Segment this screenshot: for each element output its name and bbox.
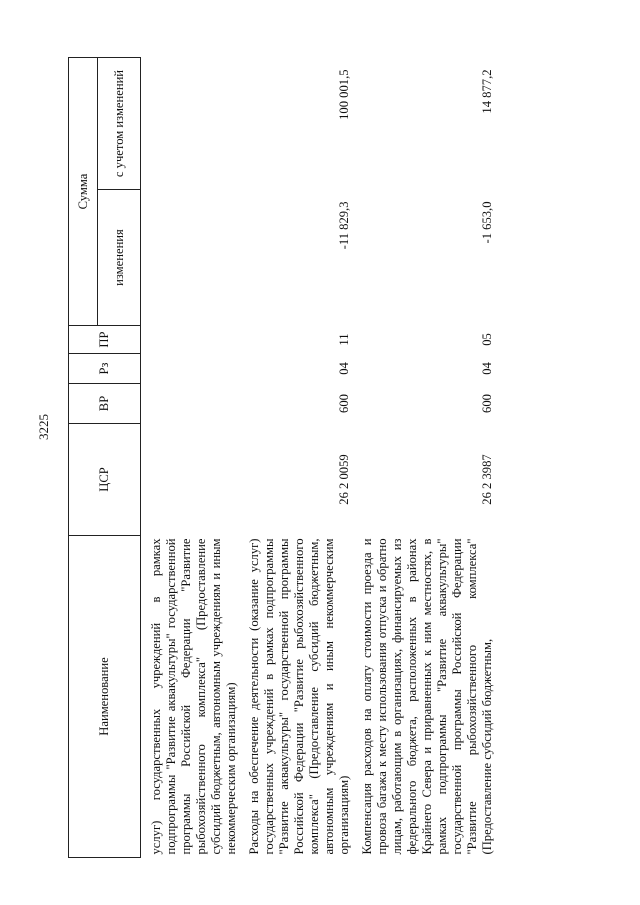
header-total: с учетом изменений (98, 57, 141, 189)
table-row (239, 57, 352, 857)
row-csr (141, 424, 240, 536)
row-pr (141, 326, 240, 354)
row-pr: 05 (480, 333, 494, 346)
row-name: услуг) государственных учреждений в рамках подпрограммы "Развитие аквакультуры" государственной программы Российской Федерации "Развитие рыбохозяйственного комплекса" (Предоставление субсидий бюджетным, автономным учреждениям и иным некоммерческим организациям) (149, 538, 238, 855)
header-change: изменения (98, 190, 141, 326)
page-number: 3225 (36, 414, 51, 440)
header-name: Наименование (69, 536, 141, 858)
header-vr: ВР (69, 384, 141, 424)
header-sum: Сумма (69, 57, 98, 325)
table-row (141, 57, 240, 857)
row-total: 100 001,5 (337, 69, 351, 120)
row-vr: 600 (337, 394, 351, 413)
row-rz: 04 (480, 362, 494, 375)
row-vr (141, 384, 240, 424)
row-csr: 26 2 3987 (480, 454, 494, 505)
row-rz (141, 354, 240, 384)
budget-table (68, 57, 495, 858)
row-total (141, 57, 240, 189)
rotated-table-area (68, 58, 608, 858)
header-rz: Рз (69, 354, 141, 384)
row-name: Компенсация расходов на оплату стоимости проезда и провоза багажа к месту использования отпуска и обратно лицам, работающим в организациях, финансируемых из федерального бюджета, расположенных в районах Крайнего Севера и приравненных к ним местностях, в рамках подпрограммы "Развитие аквакультуры" государственной программы Российской Федерации "Развитие рыбохозяйственного комплекса" (Предоставление субсидий бюджетным, (360, 538, 494, 855)
row-change: -1 653,0 (480, 201, 494, 244)
table-row (352, 57, 495, 857)
header-pr: ПР (69, 326, 141, 354)
row-rz: 04 (337, 362, 351, 375)
row-vr: 600 (480, 394, 494, 413)
header-csr: ЦСР (69, 424, 141, 536)
row-name: Расходы на обеспечение деятельности (оказание услуг) государственных учреждений в рамках подпрограммы "Развитие аквакультуры" государственной программы Российской Федерации "Развитие рыбохозяйственного комплекса" (Предоставление субсидий бюджетным, автономным учреждениям и иным некоммерческим организациям) (247, 538, 351, 855)
row-change (141, 190, 240, 326)
row-change: -11 829,3 (337, 201, 351, 250)
row-total: 14 877,2 (480, 69, 494, 114)
row-pr: 11 (337, 333, 351, 346)
row-csr: 26 2 0059 (337, 454, 351, 505)
